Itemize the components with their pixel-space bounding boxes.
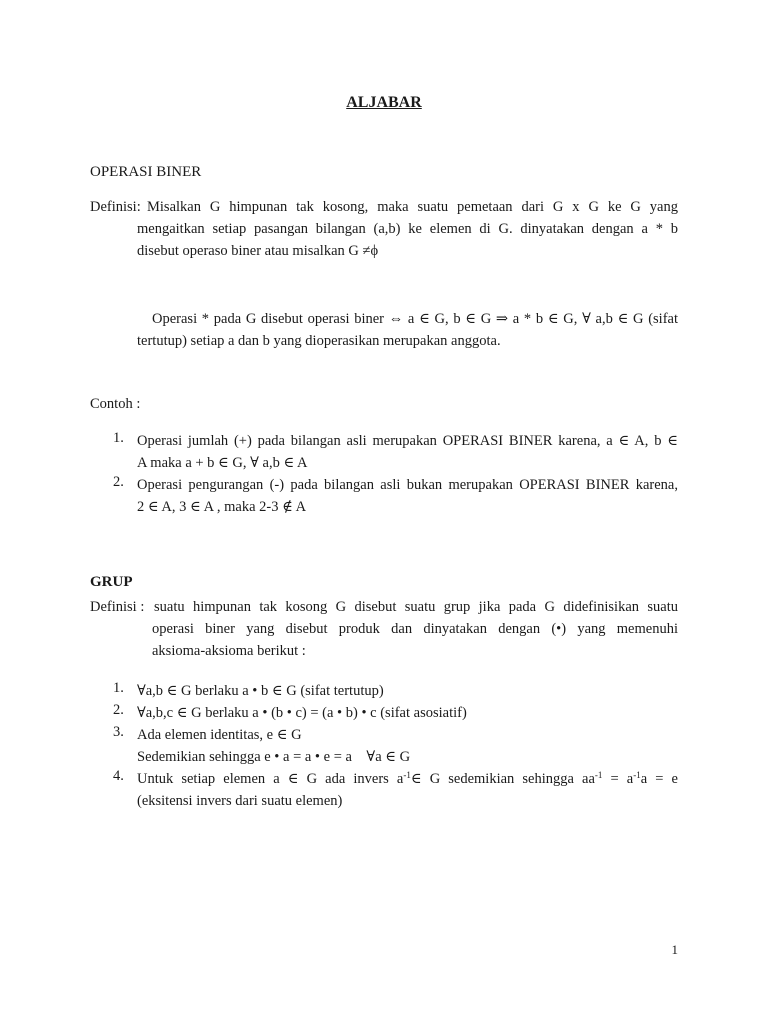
example-2-line-2: 2 ∈ A, 3 ∈ A , maka 2-3 ∉ A (137, 499, 307, 515)
axiom-inverse-text-b: ∈ G sedemikian sehingga aa (410, 771, 595, 787)
axiom-closure: ∀a,b ∈ G berlaku a • b ∈ G (sifat tertutup) (137, 683, 384, 699)
section-heading-operasi-biner: OPERASI BINER (90, 164, 202, 180)
axiom-inverse-text-c: = a (602, 771, 634, 787)
page-number: 1 (671, 942, 678, 957)
superscript: -1 (594, 770, 603, 780)
operasi-line-2: tertutup) setiap a dan b yang dioperasikan merupakan anggota. (137, 333, 501, 349)
axiom-inverse-text-d: a = e (640, 771, 678, 787)
list-item-number: 1. (113, 430, 124, 446)
superscript: -1 (633, 770, 641, 780)
list-item-number: 3. (113, 724, 124, 740)
definition-line-1: Misalkan G himpunan tak kosong, maka suatu pemetaan dari G x G ke G yang (147, 199, 678, 215)
example-2-line-1: Operasi pengurangan (-) pada bilangan asli bukan merupakan OPERASI BINER karena, (137, 477, 678, 493)
list-item-number: 2. (113, 474, 124, 490)
list-item-number: 4. (113, 768, 124, 784)
definition-label: Definisi : (90, 599, 145, 615)
definition-line-3: disebut operaso biner atau misalkan G ≠ϕ (137, 243, 379, 259)
definition-line-2: mengaitkan setiap pasangan bilangan (a,b) ke elemen di G. dinyatakan dengan a * b (137, 221, 678, 237)
axiom-identity: Ada elemen identitas, e ∈ G (137, 727, 302, 743)
superscript: -1 (403, 770, 411, 780)
operasi-paragraph (152, 308, 678, 330)
examples-list (0, 430, 768, 520)
axiom-inverse-text-a: Untuk setiap elemen a ∈ G ada invers a (137, 771, 404, 787)
axiom-inverse (137, 768, 678, 790)
grup-definition-line-3: aksioma-aksioma berikut : (152, 643, 306, 659)
definition-grup (90, 596, 678, 666)
axioms-list (0, 680, 768, 820)
example-1-line-2: A maka a + b ∈ G, ∀ a,b ∈ A (137, 455, 308, 471)
list-item-number: 1. (113, 680, 124, 696)
axiom-identity-line-2: Sedemikian sehingga e • a = a • e = a ∀a ∈ G (137, 749, 411, 765)
operasi-line-1: Operasi * pada G disebut operasi biner ⇔ a ∈ G, b ∈ G ⇒ a * b ∈ G, ∀ a,b ∈ G (sifat (152, 311, 678, 327)
grup-definition-line-1: suatu himpunan tak kosong G disebut suatu grup jika pada G didefinisikan suatu (154, 599, 678, 615)
section-heading-grup: GRUP (90, 574, 133, 590)
axiom-associative: ∀a,b,c ∈ G berlaku a • (b • c) = (a • b) • c (sifat asosiatif) (137, 705, 467, 721)
grup-definition-line-2: operasi biner yang disebut produk dan dinyatakan dengan (•) yang memenuhi (152, 621, 678, 637)
axiom-inverse-line-2: (eksitensi invers dari suatu elemen) (137, 793, 343, 809)
definition-label: Definisi: (90, 199, 141, 215)
list-item-number: 2. (113, 702, 124, 718)
example-1-line-1: Operasi jumlah (+) pada bilangan asli merupakan OPERASI BINER karena, a ∈ A, b ∈ (137, 433, 678, 449)
document-title: ALJABAR (346, 94, 422, 111)
example-label: Contoh : (90, 396, 141, 412)
